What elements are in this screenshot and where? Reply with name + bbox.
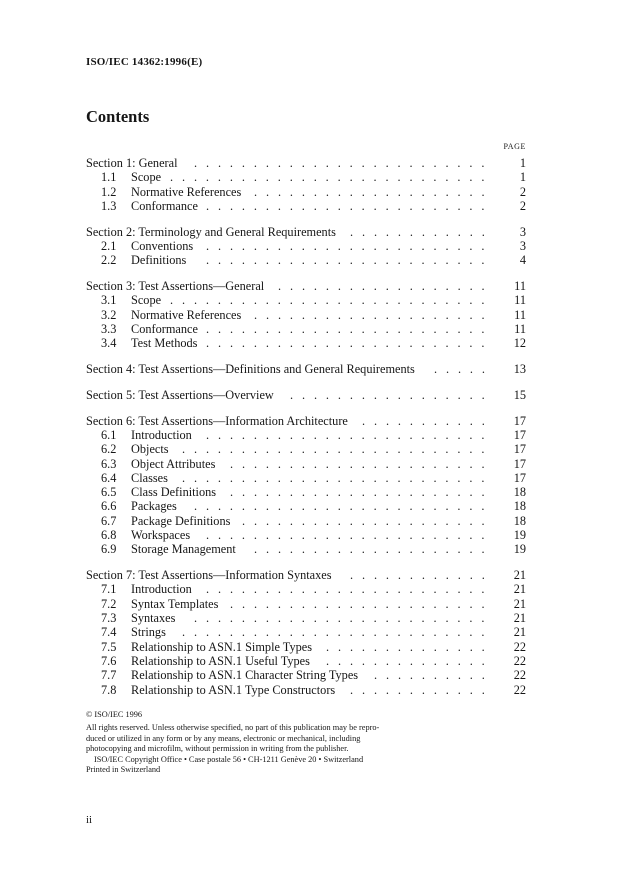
toc-entry-number: 7.6 [101,653,117,668]
toc-subsection-entry [86,640,526,654]
toc-subsection-entry [86,611,526,625]
copyright-block [86,710,546,775]
toc-entry-number: 7.5 [101,639,117,654]
dot-leader: ...................... [230,485,494,500]
table-of-contents [86,156,526,697]
toc-page-number: 17 [513,413,526,428]
toc-subsection-entry [86,457,526,471]
dot-leader: ..................... [242,513,494,528]
toc-section-entry [86,414,526,428]
toc-entry-title: Section 1: General [86,156,178,170]
toc-page-number: 11 [514,321,526,336]
toc-entry-title: Relationship to ASN.1 Type Constructors [131,682,336,697]
toc-entry-number: 1.1 [101,170,117,185]
dot-leader: ........................ [206,427,494,442]
toc-entry-title: Section 2: Terminology and General Requirements [86,224,336,239]
toc-page-number: 18 [513,513,526,528]
dot-leader: ............ [350,224,494,239]
toc-entry-title: Test Methods [131,336,198,351]
dot-leader: .......................... [182,470,494,485]
dot-leader: ......................... [194,156,494,170]
dot-leader: .................... [254,542,494,557]
toc-subsection-entry [86,625,526,639]
printed-in-notice: Printed in Switzerland [86,765,161,775]
document-id: ISO/IEC 14362:1996(E) [86,56,203,68]
toc-section-entry [86,362,526,376]
dot-leader: ........................ [206,253,494,268]
copyright-office-address: ISO/IEC Copyright Office • Case postale 56 • CH-1211 Genève 20 • Switzerland [94,754,364,764]
toc-section-entry [86,279,526,293]
toc-page-number: 4 [519,253,526,268]
toc-entry-title: Class Definitions [131,485,217,500]
toc-entry-title: Workspaces [131,528,191,543]
toc-page-number: 18 [513,499,526,514]
toc-entry-title: Section 7: Test Assertions—Information Syntaxes [86,568,332,583]
dot-leader: ..... [434,362,494,377]
toc-subsection-entry [86,170,526,184]
toc-entry-number: 1.3 [101,198,117,213]
toc-entry-title: Relationship to ASN.1 Useful Types [131,653,310,668]
toc-entry-title: Definitions [131,253,187,268]
toc-page-number: 13 [513,362,526,377]
toc-page-number: 21 [513,568,526,583]
toc-page-number: 3 [519,238,526,253]
toc-page-number: 17 [513,456,526,471]
toc-entry-title: Object Attributes [131,456,216,471]
toc-entry-number: 6.2 [101,442,117,457]
toc-entry-title: Introduction [131,582,192,597]
toc-entry-number: 7.1 [101,582,117,597]
toc-subsection-entry [86,485,526,499]
toc-page-number: 18 [513,485,526,500]
dot-leader: ........................ [206,238,494,253]
rights-statement-line: photocopying and microfilm, without permission in writing from the publisher. [86,744,349,754]
toc-entry-title: Section 5: Test Assertions—Overview [86,387,274,402]
dot-leader: ........................... [170,170,494,185]
toc-subsection-entry [86,528,526,542]
dot-leader: .............. [326,639,494,654]
toc-entry-title: Introduction [131,427,192,442]
toc-subsection-entry [86,542,526,556]
toc-entry-number: 3.1 [101,293,117,308]
toc-entry-number: 1.2 [101,184,117,199]
toc-subsection-entry [86,514,526,528]
dot-leader: ........... [362,413,494,428]
toc-entry-number: 2.1 [101,238,117,253]
dot-leader: ...................... [230,596,494,611]
dot-leader: ........................ [206,528,494,543]
page-folio: ii [86,814,93,826]
toc-page-number: 22 [513,682,526,697]
toc-entry-number: 6.1 [101,427,117,442]
toc-subsection-entry [86,239,526,253]
toc-subsection-entry [86,654,526,668]
dot-leader: ........................ [206,198,494,213]
toc-entry-title: Strings [131,625,166,640]
toc-entry-number: 3.4 [101,336,117,351]
toc-page-number: 22 [513,653,526,668]
dot-leader: ........................... [170,293,494,308]
dot-leader: ........................ [206,336,494,351]
toc-page-number: 2 [519,198,526,213]
toc-entry-title: Conformance [131,321,198,336]
toc-entry-number: 6.5 [101,485,117,500]
rights-statement-line: All rights reserved. Unless otherwise specified, no part of this publication may be repro- [86,723,380,733]
toc-section-entry [86,225,526,239]
toc-section-entry [86,156,526,170]
toc-page-number: 22 [513,639,526,654]
toc-entry-title: Packages [131,499,177,514]
dot-leader: ...................... [230,456,494,471]
toc-entry-title: Classes [131,470,168,485]
toc-page-number: 2 [519,184,526,199]
page-column-label: PAGE [503,142,526,151]
toc-subsection-entry [86,199,526,213]
toc-entry-number: 3.2 [101,307,117,322]
toc-subsection-entry [86,322,526,336]
toc-entry-title: Scope [131,293,162,308]
toc-page-number: 12 [513,336,526,351]
toc-subsection-entry [86,253,526,267]
toc-subsection-entry [86,308,526,322]
toc-page-number: 21 [513,596,526,611]
toc-entry-number: 7.2 [101,596,117,611]
toc-entry-number: 2.2 [101,253,117,268]
toc-entry-number: 7.8 [101,682,117,697]
dot-leader: .......................... [182,625,494,640]
dot-leader: ............ [350,682,494,697]
toc-subsection-entry [86,185,526,199]
dot-leader: ........................ [206,321,494,336]
toc-page-number: 21 [513,611,526,626]
toc-entry-title: Objects [131,442,169,457]
dot-leader: ........................ [206,582,494,597]
toc-entry-number: 6.6 [101,499,117,514]
toc-page-number: 11 [514,279,526,294]
toc-page-number: 19 [513,528,526,543]
toc-entry-title: Section 3: Test Assertions—General [86,279,265,294]
toc-page-number: 17 [513,470,526,485]
toc-entry-title: Conventions [131,238,194,253]
toc-subsection-entry [86,683,526,697]
toc-page-number: 1 [519,170,526,185]
dot-leader: .................... [254,307,494,322]
toc-entry-title: Relationship to ASN.1 Simple Types [131,639,312,654]
toc-entry-title: Section 6: Test Assertions—Information Architecture [86,413,348,428]
dot-leader: .............. [326,653,494,668]
toc-entry-number: 6.3 [101,456,117,471]
copyright-notice: © ISO/IEC 1996 [86,710,143,719]
toc-entry-title: Section 4: Test Assertions—Definitions and General Requirements [86,362,415,377]
toc-subsection-entry [86,428,526,442]
toc-page-number: 15 [513,387,526,402]
toc-entry-title: Storage Management [131,542,236,557]
toc-entry-number: 6.9 [101,542,117,557]
toc-entry-number: 3.3 [101,321,117,336]
dot-leader: ................. [290,387,494,402]
toc-section-entry [86,388,526,402]
toc-entry-number: 6.4 [101,470,117,485]
dot-leader: ............ [350,568,494,583]
toc-page-number: 1 [519,156,526,170]
toc-entry-number: 7.7 [101,668,117,683]
toc-entry-number: 6.7 [101,513,117,528]
dot-leader: .................. [278,279,494,294]
toc-entry-number: 7.3 [101,611,117,626]
toc-entry-title: Normative References [131,184,242,199]
toc-entry-title: Relationship to ASN.1 Character String Types [131,668,359,683]
toc-subsection-entry [86,336,526,350]
page-title: Contents [86,107,150,126]
toc-page-number: 17 [513,442,526,457]
toc-entry-title: Syntaxes [131,611,176,626]
toc-subsection-entry [86,442,526,456]
toc-subsection-entry [86,293,526,307]
dot-leader: ......................... [194,499,494,514]
dot-leader: .......................... [182,442,494,457]
toc-section-entry [86,568,526,582]
toc-entry-number: 7.4 [101,625,117,640]
toc-page-number: 21 [513,582,526,597]
dot-leader: .......... [374,668,494,683]
toc-subsection-entry [86,582,526,596]
toc-subsection-entry [86,499,526,513]
toc-entry-title: Syntax Templates [131,596,219,611]
toc-entry-title: Scope [131,170,162,185]
toc-entry-title: Normative References [131,307,242,322]
toc-page-number: 22 [513,668,526,683]
toc-entry-title: Package Definitions [131,513,231,528]
toc-page-number: 11 [514,293,526,308]
dot-leader: ......................... [194,611,494,626]
rights-statement-line: duced or utilized in any form or by any means, electronic or mechanical, including [86,733,361,743]
toc-page-number: 11 [514,307,526,322]
dot-leader: .................... [254,184,494,199]
toc-entry-number: 6.8 [101,528,117,543]
toc-subsection-entry [86,471,526,485]
toc-subsection-entry [86,597,526,611]
toc-page-number: 17 [513,427,526,442]
toc-page-number: 19 [513,542,526,557]
toc-page-number: 21 [513,625,526,640]
toc-subsection-entry [86,668,526,682]
toc-entry-title: Conformance [131,198,198,213]
toc-page-number: 3 [519,224,526,239]
